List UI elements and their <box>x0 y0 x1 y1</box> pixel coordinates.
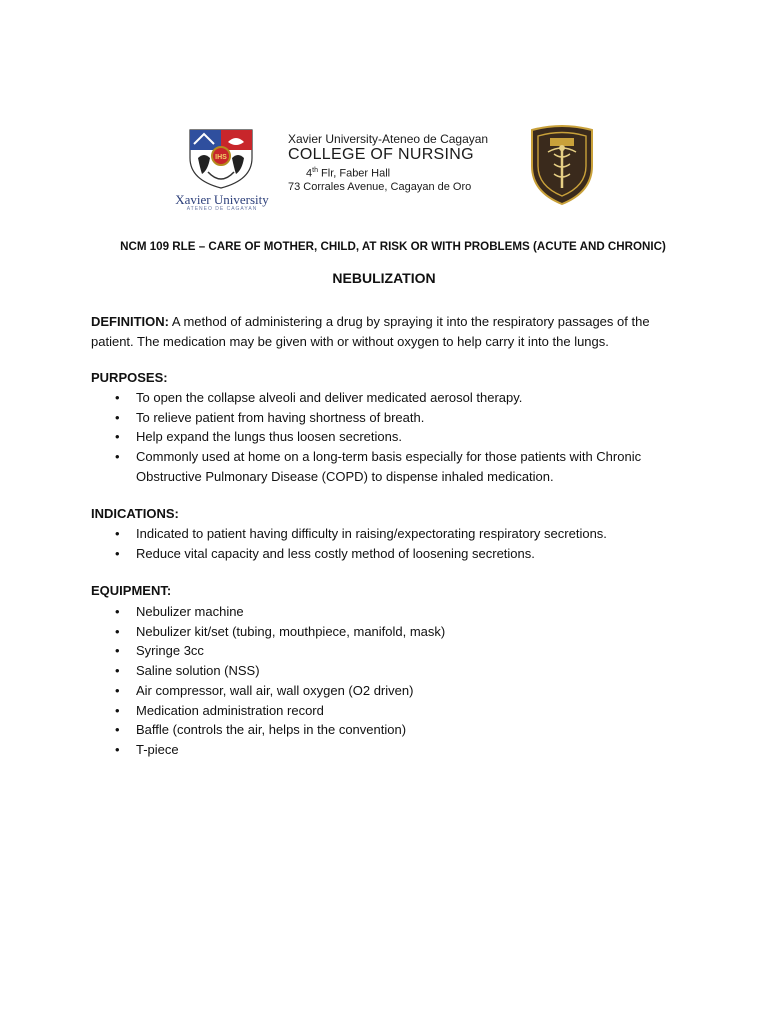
college-line-address: 73 Corrales Avenue, Cagayan de Oro <box>288 180 472 193</box>
list-item: • Medication administration record <box>91 701 691 721</box>
list-item: • Syringe 3cc <box>91 641 691 661</box>
purposes-list <box>91 388 691 487</box>
list-item: • Reduce vital capacity and less costly method of loosening secretions. <box>91 544 691 564</box>
list-item: • Help expand the lungs thus loosen secretions. <box>91 427 691 447</box>
list-item: • To relieve patient from having shortness of breath. <box>91 408 691 428</box>
document-title: NEBULIZATION <box>332 270 436 286</box>
university-name: Xavier University <box>175 192 269 207</box>
college-line-floor: 4th Flr, Faber Hall <box>306 167 391 180</box>
college-info <box>288 132 508 194</box>
list-item: • Baffle (controls the air, helps in the convention) <box>91 720 691 740</box>
equipment-list <box>91 602 691 760</box>
letterhead <box>162 122 608 212</box>
definition-label: DEFINITION: <box>91 314 169 329</box>
purposes-heading: PURPOSES: <box>91 370 168 385</box>
list-item: • Nebulizer kit/set (tubing, mouthpiece, manifold, mask) <box>91 622 691 642</box>
equipment-heading: EQUIPMENT: <box>91 583 172 598</box>
list-item: • Saline solution (NSS) <box>91 661 691 681</box>
indications-list <box>91 524 691 563</box>
xavier-crest-icon <box>188 128 254 190</box>
list-item: • To open the collapse alveoli and deliver medicated aerosol therapy. <box>91 388 691 408</box>
list-item: • Indicated to patient having difficulty in raising/expectorating respiratory secretions. <box>91 524 691 544</box>
list-item: • Air compressor, wall air, wall oxygen (O2 driven) <box>91 681 691 701</box>
list-item: • Nebulizer machine <box>91 602 691 622</box>
list-item: • T-piece <box>91 740 691 760</box>
definition-paragraph <box>91 312 691 352</box>
college-of-nursing-seal <box>526 122 598 206</box>
college-line-university: Xavier University-Ateneo de Cagayan <box>288 132 489 146</box>
list-item: • Commonly used at home on a long-term basis especially for those patients with Chronic Obstructive Pulmonary Disease (COPD) to dispense inhaled medication. <box>91 447 691 486</box>
xavier-university-logo <box>162 122 280 212</box>
nursing-seal-icon <box>526 122 598 206</box>
course-title: NCM 109 RLE – CARE OF MOTHER, CHILD, AT RISK OR WITH PROBLEMS (ACUTE AND CHRONIC) <box>120 240 666 253</box>
definition-text: A method of administering a drug by spraying it into the respiratory passages of the patient. The medication may be given with or without oxygen to help carry it into the lungs. <box>91 314 650 349</box>
college-line-name: COLLEGE OF NURSING <box>288 146 474 163</box>
university-motto: ATENEO DE CAGAYAN <box>186 206 258 212</box>
svg-text:IHS: IHS <box>215 154 227 161</box>
indications-heading: INDICATIONS: <box>91 506 179 521</box>
